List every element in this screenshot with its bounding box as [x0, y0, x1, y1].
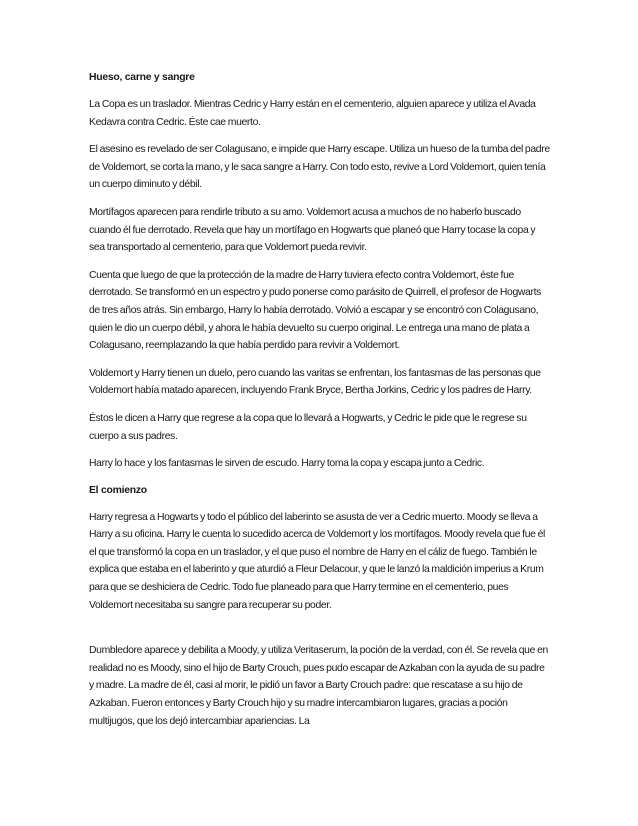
paragraph: Cuenta que luego de que la protección de la madre de Harry tuviera efecto contra Voldemort, éste fue derrotado. Se transformó en un espectro y pudo ponerse como parásito de Quirrell, el profesor de Hogwarts de tres años atrás. Sin embargo, Harry lo había derrotado. Volvió a escapar y se encontró con Colagusano, quien le dio un cuerpo débil, y ahora le había devuelto su cuerpo original. Le entrega una mano de plata a Colagusano, reemplazando la que había perdido para revivir a Voldemort. — [89, 269, 541, 352]
paragraph: Mortífagos aparecen para rendirle tributo a su amo. Voldemort acusa a muchos de no haberlo buscado cuando él fue derrotado. Revela que hay un mortífago en Hogwarts que planeó que Harry tocase la copa y sea transportado al cementerio, para que Voldemort pueda revivir. — [89, 206, 536, 254]
document-page — [89, 70, 551, 740]
paragraph: Harry regresa a Hogwarts y todo el público del laberinto se asusta de ver a Cedric muerto. Moody se lleva a Harry a su oficina. Harry le cuenta lo sucedido acerca de Voldemort y los mortífagos. Moody revela que fue él el que transformó la copa en un traslador, y el que puso el nombre de Harry en el cáliz de fuego. También le explica que estaba en el laberinto y que aturdió a Fleur Delacour, y que le lanzó la maldición imperius a Krum para que se deshiciera de Cedric. Todo fue planeado para que Harry termine en el cementerio, pues Voldemort necesitaba su sangre para recuperar su poder. — [89, 511, 545, 611]
paragraph: El asesino es revelado de ser Colagusano, e impide que Harry escape. Utiliza un hueso de la tumba del padre de Voldemort, se corta la mano, y le saca sangre a Harry. Con todo esto, revive a Lord Voldemort, quien tenía un cuerpo diminuto y débil. — [89, 144, 550, 191]
paragraph: Voldemort y Harry tienen un duelo, pero cuando las varitas se enfrentan, los fantasmas de las personas que Voldemort había matado aparecen, incluyendo Frank Bryce, Bertha Jorkins, Cedric y los padres de Harry. — [89, 367, 541, 397]
section-heading-hueso-carne-sangre: Hueso, carne y sangre — [89, 72, 195, 83]
section-heading-el-comienzo: El comienzo — [89, 484, 147, 496]
paragraph: Harry lo hace y los fantasmas le sirven de escudo. Harry toma la copa y escapa junto a Cedric. — [89, 458, 485, 470]
paragraph: Éstos le dicen a Harry que regrese a la copa que lo llevará a Hogwarts, y Cedric le pide que le regrese su cuerpo a sus padres. — [89, 412, 527, 442]
paragraph: La Copa es un traslador. Mientras Cedric y Harry están en el cementerio, alguien aparece y utiliza el Avada Kedavra contra Cedric. Éste cae muerto. — [89, 99, 536, 128]
paragraph: Dumbledore aparece y debilita a Moody, y utiliza Veritaserum, la poción de la verdad, con él. Se revela que en realidad no es Moody, sino el hijo de Barty Crouch, pues pudo escapar de Azkaban con la ayuda de su padre y madre. La madre de él, casi al morir, le pidió un favor a Barty Crouch padre: que rescatase a su hijo de Azkaban. Fueron entonces y Barty Crouch hijo y su madre intercambiaron lugares, gracias a poción multijugos, que los dejó intercambiar apariencias. La — [89, 645, 548, 727]
